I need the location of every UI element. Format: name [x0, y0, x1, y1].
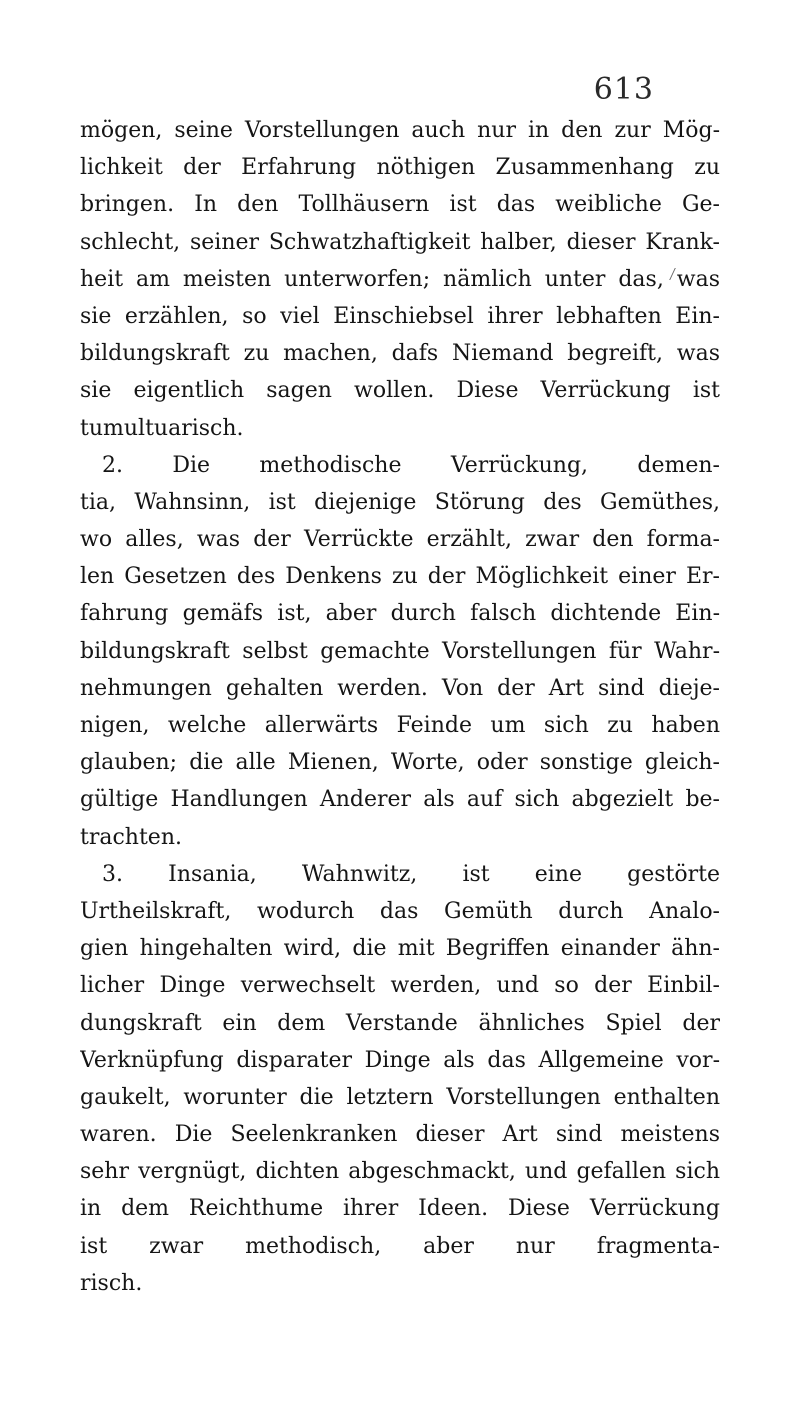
- text-line: risch.: [80, 1270, 143, 1296]
- text-line: schlecht, seiner Schwatzhaftigkeit halber, dieser Krank-: [80, 229, 720, 255]
- text-line: gültige Handlungen Anderer als auf sich abgezielt be-: [80, 787, 720, 813]
- body-text: [80, 112, 720, 1302]
- text-line: 2. Die methodische Verrückung, demen-: [102, 452, 720, 478]
- text-line: licher Dinge verwechselt werden, und so der Einbil-: [80, 973, 720, 999]
- page-number: 613: [593, 72, 654, 107]
- text-line: sie erzählen, so viel Einschiebsel ihrer lebhaften Ein-: [80, 303, 720, 329]
- text-line: heit am meisten unterworfen; nämlich unter das, was: [80, 266, 720, 292]
- text-line: Verknüpfung disparater Dinge als das Allgemeine vor-: [80, 1047, 720, 1073]
- text-line: trachten.: [80, 824, 182, 850]
- text-line: nehmungen gehalten werden. Von der Art sind dieje-: [80, 675, 720, 701]
- text-line: waren. Die Seelenkranken dieser Art sind meistens: [80, 1122, 720, 1148]
- text-line: in dem Reichthume ihrer Ideen. Diese Verrückung: [80, 1196, 720, 1222]
- text-line: gaukelt, worunter die letztern Vorstellungen enthalten: [80, 1084, 720, 1110]
- text-line: glauben; die alle Mienen, Worte, oder sonstige gleich-: [80, 750, 720, 776]
- text-line: bildungskraft selbst gemachte Vorstellungen für Wahr-: [80, 638, 720, 664]
- text-line: bildungskraft zu machen, dafs Niemand begreift, was: [80, 341, 720, 367]
- text-line: sie eigentlich sagen wollen. Diese Verrückung ist: [80, 378, 720, 404]
- text-line: len Gesetzen des Denkens zu der Möglichkeit einer Er-: [80, 564, 720, 590]
- text-line: lichkeit der Erfahrung nöthigen Zusammenhang zu: [80, 155, 720, 181]
- text-line: dungskraft ein dem Verstande ähnliches Spiel der: [80, 1010, 720, 1036]
- text-line: mögen, seine Vorstellungen auch nur in den zur Mög-: [80, 118, 720, 143]
- text-line: fahrung gemäfs ist, aber durch falsch dichtende Ein-: [80, 601, 720, 627]
- text-line: 3. Insania, Wahnwitz, ist eine gestörte: [102, 861, 720, 887]
- text-line: sehr vergnügt, dichten abgeschmackt, und gefallen sich: [80, 1159, 720, 1185]
- text-line: wo alles, was der Verrückte erzählt, zwar den forma-: [80, 527, 720, 553]
- text-line: gien hingehalten wird, die mit Begriffen einander ähn-: [80, 936, 720, 962]
- text-line: bringen. In den Tollhäusern ist das weibliche Ge-: [80, 192, 720, 218]
- text-line: nigen, welche allerwärts Feinde um sich zu haben: [80, 713, 720, 738]
- text-line: tia, Wahnsinn, ist diejenige Störung des Gemüthes,: [80, 489, 720, 515]
- text-line: tumultuarisch.: [80, 415, 244, 441]
- text-line: Urtheilskraft, wodurch das Gemüth durch Analo-: [80, 898, 720, 924]
- text-line: ist zwar methodisch, aber nur fragmenta-: [80, 1233, 720, 1259]
